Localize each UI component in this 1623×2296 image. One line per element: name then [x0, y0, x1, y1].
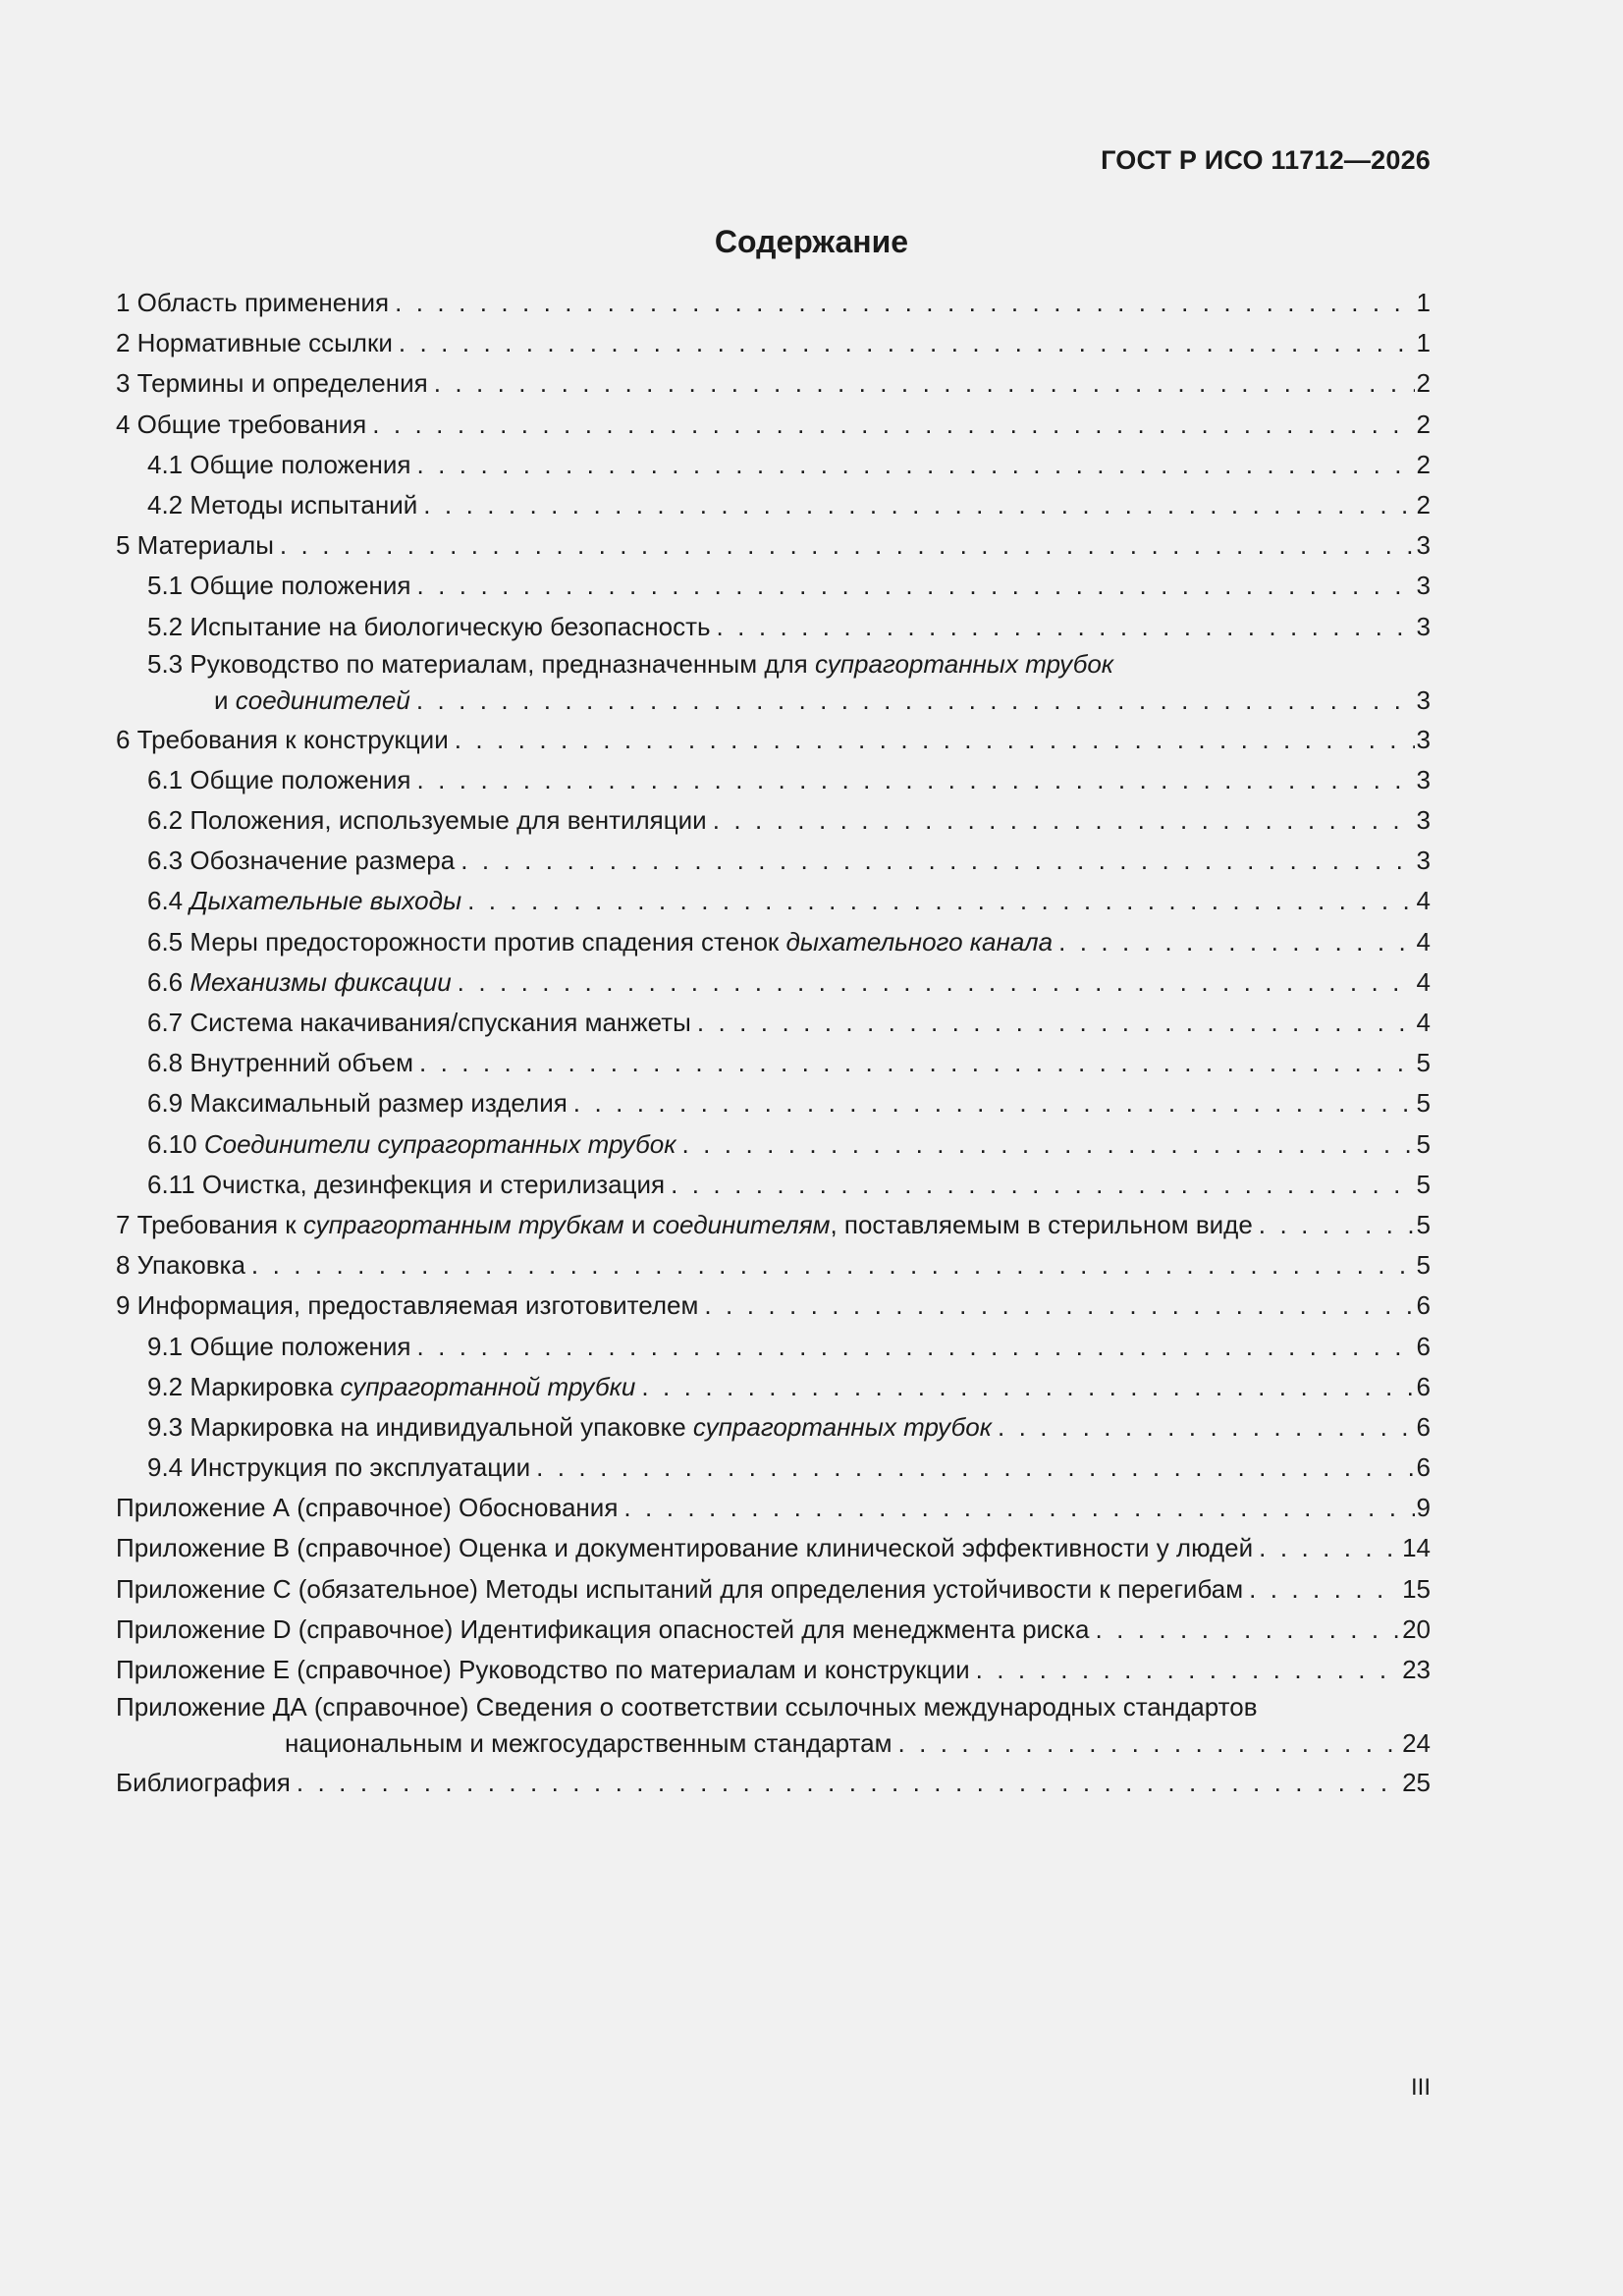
toc-entry-label-italic: Механизмы фиксации: [189, 966, 452, 997]
dot-leader: [372, 405, 1414, 445]
toc-subentry-multiline[interactable]: [116, 647, 1431, 720]
toc-entry-label-italic: Дыхательные выходы: [189, 886, 462, 916]
toc-page-number: 23: [1402, 1655, 1431, 1684]
toc-subentry[interactable]: [116, 1448, 1431, 1488]
toc-page-number: 3: [1416, 530, 1431, 561]
toc-entry-label: Приложение А (справочное) Обоснования: [116, 1493, 619, 1523]
toc-page-number: 5: [1416, 1169, 1431, 1199]
toc-page-number: 5: [1416, 1088, 1431, 1119]
toc-page-number: 6: [1416, 1371, 1431, 1401]
dot-leader: [713, 800, 1415, 841]
dot-leader: [536, 1448, 1414, 1488]
toc-entry-label: 5.2 Испытание на биологическую безопасность: [147, 611, 711, 641]
toc-entry[interactable]: [116, 525, 1431, 566]
toc-entry-continuation: [116, 681, 1431, 720]
dot-leader: [297, 1763, 1400, 1803]
dot-leader: [399, 323, 1415, 363]
toc-entry-label: 6.5 Меры предосторожности против спадения стенок: [147, 926, 786, 957]
toc-entry-label-italic: соединителей: [235, 684, 410, 715]
toc-page-number: 2: [1416, 489, 1431, 519]
toc-page-number: 1: [1416, 288, 1431, 317]
toc-page-number: 4: [1416, 926, 1431, 957]
dot-leader: [704, 1285, 1414, 1326]
toc-page-number: 2: [1416, 368, 1431, 399]
document-number-header: ГОСТ Р ИСО 11712—2026: [1101, 145, 1431, 175]
toc-entry-label-group: [147, 1407, 992, 1448]
toc-page-number: 5: [1416, 1209, 1431, 1239]
toc-entry-label: 4.2 Методы испытаний: [147, 489, 418, 519]
toc-entry-label: 6.8 Внутренний объем: [147, 1048, 413, 1078]
toc-subentry[interactable]: [116, 1083, 1431, 1123]
dot-leader: [458, 962, 1415, 1003]
dot-leader: [682, 1124, 1415, 1165]
dot-leader: [1249, 1569, 1400, 1610]
toc-entry-label: 6.7 Система накачивания/спускания манжеты: [147, 1008, 691, 1037]
toc-entry[interactable]: [116, 1205, 1431, 1245]
toc-page-number: 6: [1416, 1290, 1431, 1321]
toc-entry-label: 1 Область применения: [116, 288, 390, 317]
toc-entry-label-italic: супрагортанных трубок: [814, 648, 1114, 679]
toc-subentry[interactable]: [116, 607, 1431, 647]
toc-entry-label: 6.11 Очистка, дезинфекция и стерилизация: [147, 1169, 666, 1199]
toc-entry[interactable]: [116, 363, 1431, 404]
toc-page-number: 15: [1402, 1573, 1431, 1604]
toc-entry-label-italic: Соединители супрагортанных трубок: [203, 1128, 676, 1159]
toc-subentry[interactable]: [116, 1407, 1431, 1448]
dot-leader: [467, 881, 1414, 921]
toc-page-number: 1: [1416, 328, 1431, 358]
toc-entry-label: 4.1 Общие положения: [147, 449, 411, 479]
toc-entry-label-italic: супрагортанным трубкам: [302, 1209, 624, 1239]
toc-subentry[interactable]: [116, 1367, 1431, 1407]
toc-subentry[interactable]: [116, 881, 1431, 921]
toc-entry-label-italic: дыхательного канала: [785, 926, 1054, 957]
toc-entry-label: Приложение D (справочное) Идентификация опасностей для менеджмента риска: [116, 1613, 1090, 1644]
toc-page-number: 3: [1416, 611, 1431, 641]
toc-entry-label: Приложение Е (справочное) Руководство по материалам и конструкции: [116, 1655, 970, 1684]
toc-entry-appendix[interactable]: [116, 1528, 1431, 1568]
toc-subentry[interactable]: [116, 485, 1431, 525]
dot-leader: [641, 1367, 1414, 1407]
toc-entry-label: 5.3 Руководство по материалам, предназначенным для: [147, 648, 815, 679]
toc-entry-appendix[interactable]: [116, 1569, 1431, 1610]
toc-page-number: 2: [1416, 409, 1431, 439]
toc-subentry[interactable]: [116, 962, 1431, 1003]
toc-entry-label: 6.3 Обозначение размера: [147, 846, 456, 876]
toc-subentry[interactable]: [116, 922, 1431, 962]
dot-leader: [251, 1245, 1415, 1285]
toc-entry-label-italic: супрагортанных трубок: [692, 1411, 992, 1442]
dot-leader: [976, 1650, 1400, 1690]
toc-entry-label: 9.3 Маркировка на индивидуальной упаковке: [147, 1411, 693, 1442]
toc-page-number: 5: [1416, 1048, 1431, 1078]
toc-page-number: 9: [1416, 1493, 1431, 1523]
toc-subentry[interactable]: [116, 841, 1431, 881]
dot-leader: [417, 445, 1415, 485]
table-of-contents: [116, 283, 1431, 1803]
toc-page-number: 3: [1416, 805, 1431, 836]
toc-entry-appendix[interactable]: [116, 1488, 1431, 1528]
toc-entry-label: Приложение В (справочное) Оценка и документирование клинической эффективности у людей: [116, 1533, 1254, 1563]
toc-entry-label: Приложение ДА (справочное) Сведения о соответствии ссылочных международных стандартов: [116, 1692, 1258, 1722]
toc-entry-label: 9 Информация, предоставляемая изготовителем: [116, 1290, 699, 1321]
toc-page-number: 20: [1402, 1613, 1431, 1644]
toc-title: Содержание: [714, 224, 909, 259]
toc-entry-label: , поставляемым в стерильном виде: [830, 1209, 1253, 1239]
dot-leader: [573, 1083, 1415, 1123]
toc-entry-label-group: [147, 962, 452, 1003]
page-number-footer: III: [1410, 2074, 1431, 2101]
dot-leader: [455, 720, 1415, 760]
toc-entry-label: 6.4: [147, 886, 190, 916]
toc-entry-label: и: [623, 1209, 653, 1239]
toc-entry-label: 8 Упаковка: [116, 1250, 245, 1281]
toc-entry-label: 6 Требования к конструкции: [116, 724, 449, 754]
toc-entry-label: Библиография: [116, 1768, 291, 1798]
dot-leader: [697, 1003, 1415, 1043]
toc-subentry[interactable]: [116, 1165, 1431, 1205]
dot-leader: [434, 363, 1415, 404]
toc-subentry[interactable]: [116, 1124, 1431, 1165]
toc-entry-first-line: [116, 647, 1431, 681]
toc-entry-label: 4 Общие требования: [116, 409, 367, 439]
toc-page-number: 5: [1416, 1250, 1431, 1281]
toc-entry-label: 6.9 Максимальный размер изделия: [147, 1088, 568, 1119]
toc-entry-label: 9.2 Маркировка: [147, 1371, 341, 1401]
dot-leader: [998, 1407, 1415, 1448]
toc-subentry[interactable]: [116, 1003, 1431, 1043]
toc-entry-label: 6.1 Общие положения: [147, 764, 411, 794]
toc-subentry[interactable]: [116, 445, 1431, 485]
toc-entry-label: 6.10: [147, 1128, 204, 1159]
toc-page-number: 25: [1402, 1768, 1431, 1798]
dot-leader: [280, 525, 1415, 566]
toc-entry-label-italic: соединителям: [652, 1209, 831, 1239]
toc-entry[interactable]: [116, 1245, 1431, 1285]
toc-page-number: 24: [1402, 1728, 1431, 1759]
dot-leader: [417, 1327, 1415, 1367]
dot-leader: [897, 1723, 1400, 1763]
dot-leader: [395, 283, 1414, 323]
toc-entry[interactable]: [116, 323, 1431, 363]
toc-entry-label: 6.6: [147, 966, 190, 997]
dot-leader: [419, 1043, 1415, 1083]
dot-leader: [671, 1165, 1414, 1205]
toc-entry-appendix-multiline[interactable]: [116, 1690, 1431, 1763]
toc-entry-label: Приложение С (обязательное) Методы испытаний для определения устойчивости к перегибам: [116, 1573, 1244, 1604]
toc-page-number: 3: [1416, 764, 1431, 794]
toc-entry-label: 9.4 Инструкция по эксплуатации: [147, 1452, 531, 1483]
toc-entry-label-group: [147, 922, 1053, 962]
toc-page-number: 6: [1416, 1331, 1431, 1361]
toc-entry-label-continued: национальным и межгосударственным стандартам: [285, 1728, 893, 1759]
dot-leader: [423, 485, 1414, 525]
toc-page-number: 4: [1416, 1008, 1431, 1037]
toc-entry-label: 5.1 Общие положения: [147, 571, 411, 601]
toc-entry[interactable]: [116, 1285, 1431, 1326]
toc-entry-bibliography[interactable]: [116, 1763, 1431, 1803]
dot-leader: [416, 681, 1415, 720]
toc-entry-label: 9.1 Общие положения: [147, 1331, 411, 1361]
dot-leader: [460, 841, 1414, 881]
toc-entry-label: и: [214, 684, 236, 715]
toc-entry[interactable]: [116, 720, 1431, 760]
toc-entry-label: 7 Требования к: [116, 1209, 303, 1239]
toc-page-number: 6: [1416, 1452, 1431, 1483]
toc-page-number: 3: [1416, 571, 1431, 601]
dot-leader: [1058, 922, 1414, 962]
dot-leader: [1259, 1528, 1400, 1568]
toc-entry-label: 6.2 Положения, используемые для вентиляции: [147, 805, 707, 836]
toc-entry-label: 5 Материалы: [116, 530, 274, 561]
toc-page-number: 2: [1416, 449, 1431, 479]
toc-subentry[interactable]: [116, 566, 1431, 606]
toc-entry[interactable]: [116, 283, 1431, 323]
toc-page-number: 5: [1416, 1128, 1431, 1159]
dot-leader: [417, 760, 1415, 800]
toc-page-number: 3: [1416, 846, 1431, 876]
toc-page-number: 14: [1402, 1533, 1431, 1563]
toc-page-number: 4: [1416, 886, 1431, 916]
toc-entry[interactable]: [116, 405, 1431, 445]
toc-page-number: 4: [1416, 966, 1431, 997]
dot-leader: [717, 607, 1415, 647]
toc-page-number: 6: [1416, 1411, 1431, 1442]
toc-entry-appendix[interactable]: [116, 1650, 1431, 1690]
toc-subentry[interactable]: [116, 1043, 1431, 1083]
toc-subentry[interactable]: [116, 760, 1431, 800]
toc-entry-appendix[interactable]: [116, 1610, 1431, 1650]
toc-subentry[interactable]: [116, 800, 1431, 841]
toc-entry-label: 2 Нормативные ссылки: [116, 328, 393, 358]
toc-entry-label-continued: [214, 681, 410, 720]
toc-entry-label-group: [147, 1124, 676, 1165]
dot-leader: [1259, 1205, 1415, 1245]
toc-page-number: 3: [1416, 684, 1431, 715]
dot-leader: [1095, 1610, 1400, 1650]
toc-entry-continuation: [116, 1723, 1431, 1763]
toc-subentry[interactable]: [116, 1327, 1431, 1367]
toc-entry-label-italic: супрагортанной трубки: [340, 1371, 636, 1401]
toc-page-number: 3: [1416, 724, 1431, 754]
toc-entry-label-group: [147, 1367, 635, 1407]
toc-entry-label-group: [116, 1205, 1253, 1245]
dot-leader: [417, 566, 1415, 606]
toc-entry-label-group: [147, 881, 461, 921]
toc-entry-label: 3 Термины и определения: [116, 368, 428, 399]
dot-leader: [623, 1488, 1414, 1528]
